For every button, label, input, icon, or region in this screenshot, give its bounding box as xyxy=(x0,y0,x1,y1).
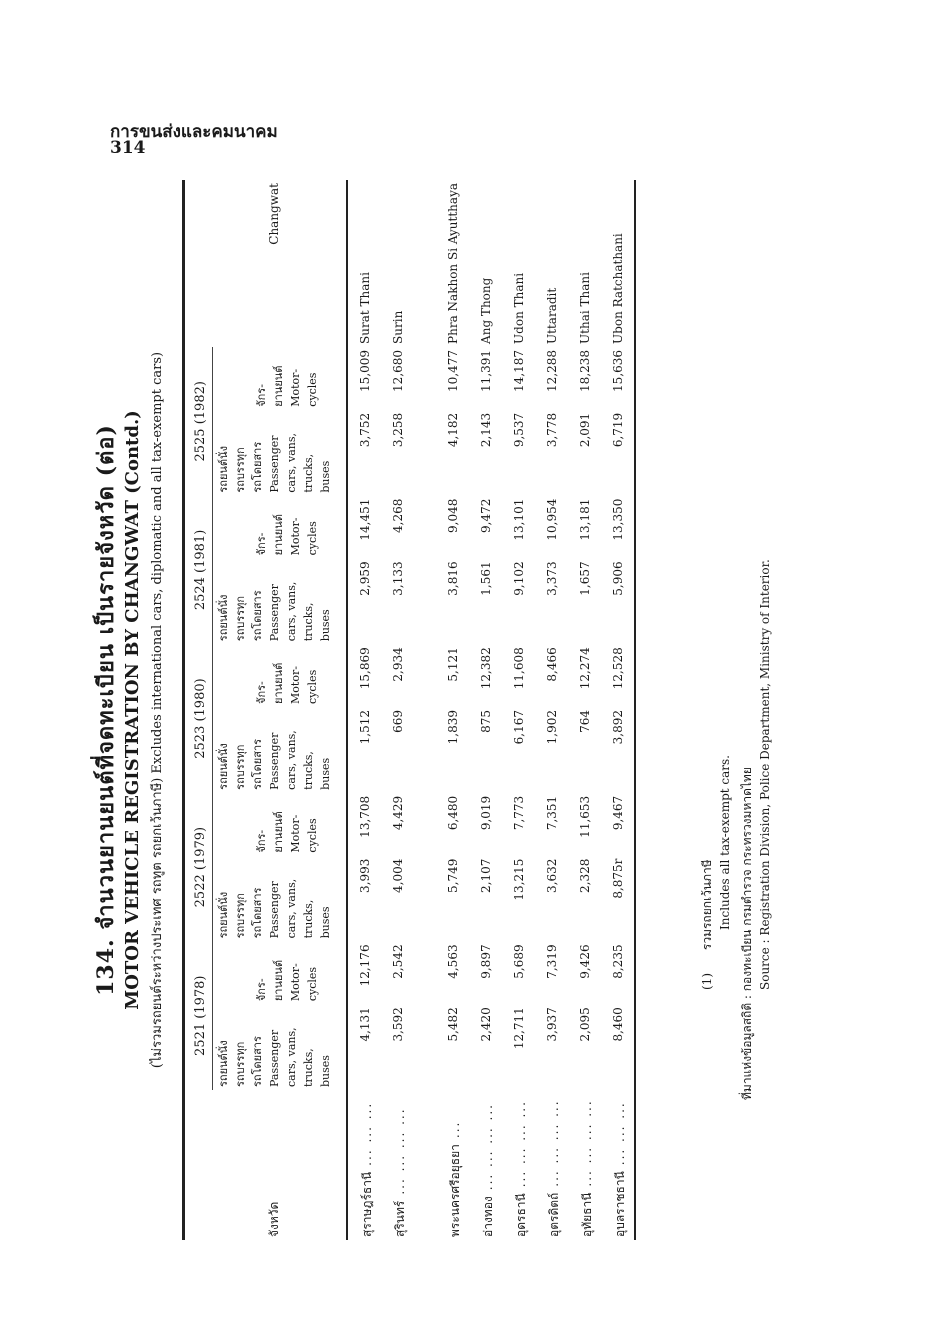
cell-motorcycles: 12,382 xyxy=(479,647,493,690)
cell-cars: 2,143 xyxy=(479,412,493,448)
cars-label-line: Passenger xyxy=(268,881,281,939)
moto-label-line: ยานยนต์ xyxy=(272,514,285,556)
leader-dots: ... ... ... ... xyxy=(481,1103,495,1191)
cell-cars: 3,592 xyxy=(391,1007,405,1042)
cell-cars: 2,091 xyxy=(578,412,592,448)
cell-cars: 3,993 xyxy=(358,858,372,893)
page-number: 314 xyxy=(110,138,146,158)
moto-label-line: cycles xyxy=(306,966,319,1002)
province-th-text: สุราษฎร์ธานี xyxy=(360,1171,374,1237)
cell-motorcycles: 4,268 xyxy=(391,498,405,533)
cars-label-line: cars, vans, xyxy=(285,730,298,790)
cell-cars: 12,711 xyxy=(512,1007,526,1050)
province-th-text: อุตรดิตถ์ xyxy=(547,1192,561,1237)
registration-table xyxy=(182,180,636,1240)
cell-cars: 8,875r xyxy=(611,858,625,899)
moto-label-line: จักร- xyxy=(255,681,268,704)
cell-cars: 13,215 xyxy=(512,858,526,901)
province-th-text: อุบลราชธานี xyxy=(613,1171,627,1237)
source-english: Source : Registration Division, Police Department, Ministry of Interior. xyxy=(758,559,772,990)
province-name-en: Ang Thong xyxy=(479,277,493,344)
year-header: 2521 (1978) xyxy=(184,941,213,1090)
cell-motorcycles: 13,181 xyxy=(578,498,592,541)
table-row xyxy=(568,180,601,1240)
moto-label-line: จักร- xyxy=(255,978,268,1002)
cell-cars: 2,095 xyxy=(578,1007,592,1042)
cars-label-line: รถบรรทุก xyxy=(234,447,247,493)
province-name-en: Uthai Thani xyxy=(578,272,592,344)
column-label-changwat-en: Changwat xyxy=(266,183,281,245)
moto-label-line: จักร- xyxy=(255,532,268,556)
column-label-changwat-th xyxy=(213,1090,348,1240)
table-title-thai: 134. จำนวนยานยนต์ที่จดทะเบียน เป็นรายจังหวัด (ต่อ) xyxy=(93,424,119,996)
province-th-text: อุดรธานี xyxy=(514,1193,528,1237)
cars-label-line: รถบรรทุก xyxy=(234,893,247,939)
row-spacer xyxy=(414,180,436,1240)
leader-dots: ... ... ... xyxy=(613,1101,627,1166)
cell-motorcycles: 5,121 xyxy=(446,647,460,682)
cars-label-line: Passenger xyxy=(268,584,281,642)
province-name-en: Uttaradit xyxy=(545,287,559,344)
province-name-en: Udon Thani xyxy=(512,272,526,344)
cell-cars: 3,373 xyxy=(545,561,559,596)
moto-label-line: Motor- xyxy=(289,963,302,1002)
cell-motorcycles: 7,773 xyxy=(512,795,526,831)
column-label-cars xyxy=(213,558,348,644)
cell-motorcycles: 9,472 xyxy=(479,498,493,533)
moto-label-line: จักร- xyxy=(255,829,268,853)
province-name-th xyxy=(568,1090,601,1240)
cell-cars: 3,632 xyxy=(545,858,559,893)
cell-cars: 6,167 xyxy=(512,709,526,745)
note-line-1 xyxy=(698,859,717,990)
cell-motorcycles: 9,048 xyxy=(446,498,460,533)
cell-motorcycles: 15,009 xyxy=(358,349,372,392)
cell-cars: 3,937 xyxy=(545,1007,559,1042)
cell-motorcycles: 15,869 xyxy=(358,647,372,690)
cars-label-line: buses xyxy=(319,1055,332,1087)
leader-dots: ... xyxy=(448,1120,462,1139)
cars-label-line: cars, vans, xyxy=(285,878,298,939)
cars-label-line: รถโดยสาร xyxy=(251,1036,264,1087)
cell-motorcycles: 12,176 xyxy=(358,944,372,987)
cars-label-line: รถโดยสาร xyxy=(251,590,264,642)
province-name-en: Surat Thani xyxy=(358,272,372,344)
cell-cars: 5,906 xyxy=(611,561,625,596)
table-subtitle: (ไม่รวมรถยนต์ระหว่างประเทศ รถทูต รถยกเว้นภาษี) Excludes international cars, diplomatic and all tax-exempt cars) xyxy=(150,351,165,1069)
cars-label-line: Passenger xyxy=(268,732,281,790)
column-label-cars xyxy=(213,410,348,496)
province-name-th xyxy=(469,1090,502,1240)
cars-label-line: รถบรรทุก xyxy=(234,744,247,790)
note-marker: (1) xyxy=(700,973,714,990)
column-label-motorcycles xyxy=(213,644,348,707)
cell-cars: 5,482 xyxy=(446,1007,460,1042)
column-label-cars xyxy=(213,707,348,793)
year-header: 2524 (1981) xyxy=(184,496,213,645)
cars-label-line: รถโดยสาร xyxy=(251,887,264,939)
cars-label-line: รถบรรทุก xyxy=(234,1041,247,1087)
cars-label-line: รถยนต์นั่ง xyxy=(217,1040,230,1087)
cell-motorcycles: 18,238 xyxy=(578,349,592,392)
cars-label-line: รถบรรทุก xyxy=(234,595,247,642)
note-thai: รวมรถยกเว้นภาษี xyxy=(700,859,714,951)
leader-dots: ... ... ... ... xyxy=(547,1099,561,1187)
province-name-th xyxy=(381,1090,414,1240)
cell-motorcycles: 10,954 xyxy=(545,498,559,541)
column-label-cars xyxy=(213,1004,348,1090)
cars-label-line: รถยนต์นั่ง xyxy=(217,594,230,642)
cell-motorcycles: 11,391 xyxy=(479,349,493,392)
cars-label-line: รถยนต์นั่ง xyxy=(217,446,230,493)
cell-motorcycles: 9,467 xyxy=(611,795,625,831)
year-header: 2522 (1979) xyxy=(184,793,213,942)
table-row xyxy=(436,180,469,1240)
column-label-cars xyxy=(213,856,348,942)
cell-motorcycles: 5,689 xyxy=(512,944,526,979)
cell-cars: 9,537 xyxy=(512,412,526,448)
cars-label-line: buses xyxy=(319,757,332,790)
year-header: 2525 (1982) xyxy=(184,347,213,496)
source-thai: ที่มาแห่งข้อมูลสถิติ : กองทะเบียน กรมตำรวจ กระทรวงมหาดไทย xyxy=(740,767,754,1100)
table-row xyxy=(347,180,381,1240)
cell-cars: 3,892 xyxy=(611,709,625,745)
cars-label-line: รถยนต์นั่ง xyxy=(217,743,230,790)
cell-cars: 2,328 xyxy=(578,858,592,893)
cell-cars: 1,512 xyxy=(358,709,372,745)
column-label-motorcycles xyxy=(213,347,348,410)
column-label-motorcycles xyxy=(213,496,348,559)
cell-cars: 3,752 xyxy=(358,412,372,448)
cars-label-line: รถโดยสาร xyxy=(251,441,264,493)
cell-cars: 875 xyxy=(479,709,493,733)
moto-label-line: ยานยนต์ xyxy=(272,811,285,853)
moto-label-line: ยานยนต์ xyxy=(272,365,285,407)
moto-label-line: ยานยนต์ xyxy=(272,959,285,1002)
changwat-th-label: จังหวัด xyxy=(266,1201,281,1237)
cell-cars: 5,749 xyxy=(446,858,460,893)
cars-label-line: Passenger xyxy=(268,435,281,493)
cell-motorcycles: 6,480 xyxy=(446,795,460,831)
cars-label-line: trucks, xyxy=(302,1048,315,1087)
cars-label-line: รถโดยสาร xyxy=(251,738,264,790)
cell-cars: 2,959 xyxy=(358,561,372,596)
province-name-th xyxy=(347,1090,381,1240)
cell-cars: 669 xyxy=(391,709,405,733)
cell-motorcycles: 2,934 xyxy=(391,647,405,682)
cars-label-line: cars, vans, xyxy=(285,581,298,642)
cell-motorcycles: 12,288 xyxy=(545,349,559,392)
moto-label-line: ยานยนต์ xyxy=(272,662,285,704)
cell-motorcycles: 10,477 xyxy=(446,349,460,392)
header-changwat-en-spacer xyxy=(184,180,213,347)
cell-motorcycles: 11,653 xyxy=(578,795,592,838)
cars-label-line: รถยนต์นั่ง xyxy=(217,891,230,939)
table-row xyxy=(535,180,568,1240)
table-title-english: MOTOR VEHICLE REGISTRATION BY CHANGWAT (Contd.) xyxy=(122,410,143,1010)
leader-dots: ... ... ... ... xyxy=(580,1099,594,1187)
province-name-en: Ubon Ratchathani xyxy=(611,233,625,344)
cars-label-line: Passenger xyxy=(268,1029,281,1087)
rotated-table-block xyxy=(88,180,808,1240)
cars-label-line: cars, vans, xyxy=(285,433,298,493)
cell-cars: 4,004 xyxy=(391,858,405,893)
cell-motorcycles: 7,351 xyxy=(545,795,559,831)
section-header: การขนส่งและคมนาคม xyxy=(110,122,278,142)
cell-cars: 3,258 xyxy=(391,412,405,448)
moto-label-line: cycles xyxy=(306,372,319,407)
province-th-text: อ่างทอง xyxy=(481,1196,495,1237)
table-row xyxy=(381,180,414,1240)
cars-label-line: trucks, xyxy=(302,751,315,790)
province-th-text: อุทัยธานี xyxy=(580,1192,594,1237)
cell-motorcycles: 14,451 xyxy=(358,498,372,541)
column-label-motorcycles xyxy=(213,793,348,856)
cell-motorcycles: 9,019 xyxy=(479,795,493,831)
cell-motorcycles: 8,235 xyxy=(611,944,625,979)
cars-label-line: trucks, xyxy=(302,602,315,642)
cell-motorcycles: 12,680 xyxy=(391,349,405,392)
cell-motorcycles: 9,897 xyxy=(479,944,493,979)
moto-label-line: cycles xyxy=(306,521,319,556)
leader-dots: ... ... ... ... xyxy=(393,1107,407,1195)
table-row xyxy=(502,180,535,1240)
cell-motorcycles: 2,542 xyxy=(391,944,405,979)
cell-cars: 3,816 xyxy=(446,561,460,596)
column-label-motorcycles xyxy=(213,941,348,1004)
cars-label-line: buses xyxy=(319,460,332,493)
year-header: 2523 (1980) xyxy=(184,644,213,793)
cell-motorcycles: 12,528 xyxy=(611,647,625,690)
province-name-th xyxy=(436,1090,469,1240)
cell-motorcycles: 11,608 xyxy=(512,647,526,690)
cell-cars: 2,420 xyxy=(479,1007,493,1042)
cars-label-line: buses xyxy=(319,609,332,642)
province-name-th xyxy=(601,1090,635,1240)
leader-dots: ... ... ... xyxy=(360,1101,374,1166)
header-changwat-th xyxy=(184,1090,213,1240)
province-th-text: สุรินทร์ xyxy=(393,1200,407,1237)
cars-label-line: trucks, xyxy=(302,899,315,939)
cell-cars: 1,561 xyxy=(479,561,493,596)
cell-cars: 4,131 xyxy=(358,1007,372,1042)
cell-cars: 3,778 xyxy=(545,412,559,448)
cell-cars: 764 xyxy=(578,709,592,733)
moto-label-line: cycles xyxy=(306,818,319,853)
province-name-en: Phra Nakhon Si Ayutthaya xyxy=(446,183,460,344)
cell-motorcycles: 13,350 xyxy=(611,498,625,541)
cell-motorcycles: 13,101 xyxy=(512,498,526,541)
cell-motorcycles: 12,274 xyxy=(578,647,592,690)
moto-label-line: Motor- xyxy=(289,666,302,704)
note-english: Includes all tax-exempt cars. xyxy=(718,755,732,930)
cell-cars: 1,902 xyxy=(545,709,559,745)
leader-dots: ... ... ... ... xyxy=(514,1100,528,1188)
province-name-en: Surin xyxy=(391,310,405,344)
moto-label-line: Motor- xyxy=(289,517,302,556)
cell-cars: 1,657 xyxy=(578,561,592,596)
cars-label-line: cars, vans, xyxy=(285,1027,298,1087)
province-th-text: พระนครศรีอยุธยา xyxy=(448,1144,462,1237)
province-name-th xyxy=(535,1090,568,1240)
moto-label-line: Motor- xyxy=(289,368,302,407)
moto-label-line: cycles xyxy=(306,669,319,704)
cell-cars: 6,719 xyxy=(611,412,625,448)
cell-cars: 3,133 xyxy=(391,561,405,596)
cell-motorcycles: 9,426 xyxy=(578,944,592,979)
cars-label-line: buses xyxy=(319,906,332,939)
cell-cars: 4,182 xyxy=(446,412,460,448)
province-name-th xyxy=(502,1090,535,1240)
cell-cars: 2,107 xyxy=(479,858,493,893)
moto-label-line: จักร- xyxy=(255,384,268,407)
table-row xyxy=(601,180,635,1240)
cell-motorcycles: 14,187 xyxy=(512,349,526,392)
cell-motorcycles: 4,429 xyxy=(391,795,405,831)
moto-label-line: Motor- xyxy=(289,814,302,853)
cell-motorcycles: 4,563 xyxy=(446,944,460,979)
cell-cars: 1,839 xyxy=(446,709,460,745)
cell-motorcycles: 13,708 xyxy=(358,795,372,838)
cars-label-line: trucks, xyxy=(302,453,315,493)
cell-motorcycles: 7,319 xyxy=(545,944,559,979)
cell-motorcycles: 8,466 xyxy=(545,647,559,682)
cell-motorcycles: 15,636 xyxy=(611,349,625,392)
cell-cars: 8,460 xyxy=(611,1007,625,1042)
cell-cars: 9,102 xyxy=(512,561,526,596)
table-row xyxy=(469,180,502,1240)
